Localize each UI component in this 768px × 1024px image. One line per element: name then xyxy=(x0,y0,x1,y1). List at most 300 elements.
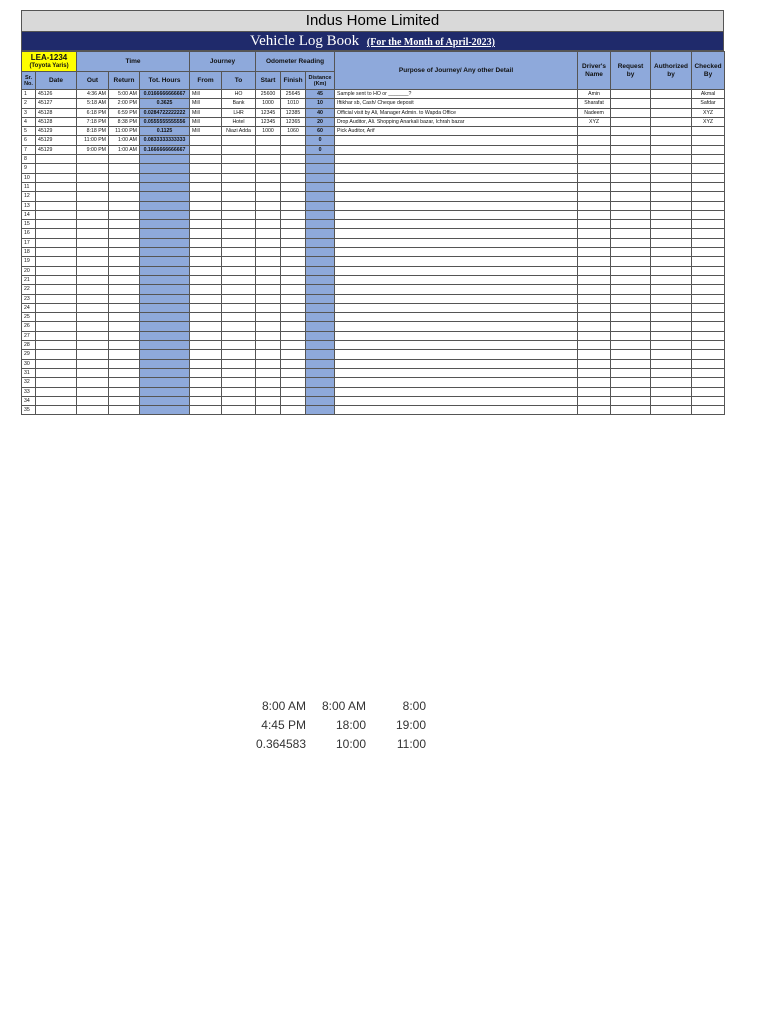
row-to xyxy=(222,145,256,154)
row-start xyxy=(256,145,281,154)
row-start xyxy=(256,396,281,405)
table-row xyxy=(22,99,725,108)
row-finish xyxy=(281,359,306,368)
table-row xyxy=(22,406,725,415)
row-start xyxy=(256,220,281,229)
row-from xyxy=(190,164,222,173)
row-driver xyxy=(578,387,611,396)
row-to xyxy=(222,378,256,387)
row-out xyxy=(77,303,109,312)
row-authorized xyxy=(651,182,692,191)
row-from xyxy=(190,238,222,247)
calc-row xyxy=(250,697,430,716)
row-distance xyxy=(306,294,335,303)
row-return: 8:38 PM xyxy=(109,117,140,126)
row-finish: 12385 xyxy=(281,108,306,117)
row-date xyxy=(36,238,77,247)
row-driver xyxy=(578,220,611,229)
row-authorized xyxy=(651,201,692,210)
row-distance: 0 xyxy=(306,136,335,145)
row-date xyxy=(36,164,77,173)
row-checked xyxy=(692,173,725,182)
row-tot-hours xyxy=(140,238,190,247)
row-from xyxy=(190,145,222,154)
row-to xyxy=(222,220,256,229)
row-date xyxy=(36,285,77,294)
row-checked xyxy=(692,313,725,322)
row-to xyxy=(222,285,256,294)
row-from xyxy=(190,378,222,387)
row-sr: 32 xyxy=(22,378,36,387)
row-from xyxy=(190,368,222,377)
header-sr: Sr. No. xyxy=(22,72,36,90)
row-tot-hours: 0.0284722222222 xyxy=(140,108,190,117)
row-distance xyxy=(306,313,335,322)
row-return xyxy=(109,192,140,201)
row-tot-hours xyxy=(140,396,190,405)
row-date xyxy=(36,406,77,415)
row-tot-hours: 0.1666666666667 xyxy=(140,145,190,154)
row-driver xyxy=(578,275,611,284)
row-purpose xyxy=(335,136,578,145)
row-out xyxy=(77,396,109,405)
row-start xyxy=(256,322,281,331)
row-date xyxy=(36,229,77,238)
row-distance xyxy=(306,406,335,415)
row-driver xyxy=(578,201,611,210)
row-authorized xyxy=(651,173,692,182)
row-from xyxy=(190,229,222,238)
calc-block xyxy=(250,697,430,754)
row-start xyxy=(256,275,281,284)
row-request xyxy=(611,220,651,229)
row-to: Hotel xyxy=(222,117,256,126)
row-driver xyxy=(578,127,611,136)
row-from xyxy=(190,248,222,257)
row-start xyxy=(256,378,281,387)
row-authorized xyxy=(651,192,692,201)
header-odometer: Odometer Reading xyxy=(256,52,335,72)
row-driver xyxy=(578,359,611,368)
row-request xyxy=(611,248,651,257)
row-sr: 29 xyxy=(22,350,36,359)
row-purpose: Drop Auditor, Ali. Shopping Anarkali bazar, Ichrah bazar xyxy=(335,117,578,126)
table-row xyxy=(22,341,725,350)
row-request xyxy=(611,182,651,191)
row-to xyxy=(222,387,256,396)
row-request xyxy=(611,145,651,154)
company-title: Indus Home Limited xyxy=(21,10,724,32)
row-sr: 15 xyxy=(22,220,36,229)
row-driver xyxy=(578,313,611,322)
header-checked: Checked By xyxy=(692,52,725,90)
table-row xyxy=(22,378,725,387)
row-checked xyxy=(692,136,725,145)
row-request xyxy=(611,173,651,182)
row-distance xyxy=(306,341,335,350)
row-from xyxy=(190,220,222,229)
row-finish xyxy=(281,275,306,284)
row-tot-hours xyxy=(140,182,190,191)
row-from xyxy=(190,266,222,275)
row-to xyxy=(222,266,256,275)
header-time: Time xyxy=(77,52,190,72)
row-sr: 5 xyxy=(22,127,36,136)
row-request xyxy=(611,331,651,340)
row-distance xyxy=(306,220,335,229)
row-checked xyxy=(692,127,725,136)
row-to xyxy=(222,368,256,377)
row-start: 12345 xyxy=(256,117,281,126)
table-row xyxy=(22,136,725,145)
row-purpose xyxy=(335,220,578,229)
row-driver: Amin xyxy=(578,90,611,99)
row-request xyxy=(611,275,651,284)
row-to xyxy=(222,275,256,284)
row-out xyxy=(77,192,109,201)
row-date xyxy=(36,173,77,182)
row-sr: 19 xyxy=(22,257,36,266)
row-driver xyxy=(578,322,611,331)
row-purpose xyxy=(335,322,578,331)
row-checked xyxy=(692,359,725,368)
row-start xyxy=(256,164,281,173)
row-return xyxy=(109,285,140,294)
row-finish xyxy=(281,173,306,182)
row-to xyxy=(222,341,256,350)
row-sr: 28 xyxy=(22,341,36,350)
row-date xyxy=(36,248,77,257)
row-out xyxy=(77,406,109,415)
row-authorized xyxy=(651,341,692,350)
row-purpose xyxy=(335,266,578,275)
row-sr: 6 xyxy=(22,136,36,145)
row-driver xyxy=(578,303,611,312)
row-start xyxy=(256,192,281,201)
row-checked xyxy=(692,210,725,219)
row-checked xyxy=(692,396,725,405)
row-authorized xyxy=(651,368,692,377)
row-out xyxy=(77,248,109,257)
row-distance xyxy=(306,350,335,359)
row-start xyxy=(256,331,281,340)
row-checked xyxy=(692,182,725,191)
row-sr: 24 xyxy=(22,303,36,312)
row-checked xyxy=(692,257,725,266)
row-out xyxy=(77,341,109,350)
row-return xyxy=(109,173,140,182)
row-request xyxy=(611,201,651,210)
table-row xyxy=(22,182,725,191)
row-sr: 8 xyxy=(22,155,36,164)
row-out xyxy=(77,229,109,238)
row-tot-hours xyxy=(140,368,190,377)
row-checked: Akmal xyxy=(692,90,725,99)
row-from xyxy=(190,350,222,359)
row-to xyxy=(222,229,256,238)
row-tot-hours xyxy=(140,164,190,173)
row-start xyxy=(256,350,281,359)
row-distance xyxy=(306,359,335,368)
row-tot-hours xyxy=(140,359,190,368)
row-tot-hours: 0.0166666666667 xyxy=(140,90,190,99)
row-purpose xyxy=(335,164,578,173)
row-request xyxy=(611,127,651,136)
row-return: 6:59 PM xyxy=(109,108,140,117)
row-tot-hours: 0.0555555555556 xyxy=(140,117,190,126)
row-from xyxy=(190,275,222,284)
row-driver xyxy=(578,285,611,294)
table-row xyxy=(22,155,725,164)
row-distance xyxy=(306,387,335,396)
row-finish: 1010 xyxy=(281,99,306,108)
row-start xyxy=(256,294,281,303)
row-driver xyxy=(578,294,611,303)
row-purpose xyxy=(335,155,578,164)
row-return: 5:00 AM xyxy=(109,90,140,99)
row-out: 7:18 PM xyxy=(77,117,109,126)
row-start xyxy=(256,285,281,294)
header-start: Start xyxy=(256,72,281,90)
row-request xyxy=(611,210,651,219)
row-finish xyxy=(281,257,306,266)
row-return xyxy=(109,313,140,322)
row-from xyxy=(190,406,222,415)
row-out xyxy=(77,359,109,368)
row-out xyxy=(77,368,109,377)
table-row xyxy=(22,238,725,247)
row-request xyxy=(611,238,651,247)
row-date xyxy=(36,331,77,340)
row-request xyxy=(611,378,651,387)
row-sr: 26 xyxy=(22,322,36,331)
row-tot-hours: 0.0833333333333 xyxy=(140,136,190,145)
table-row xyxy=(22,275,725,284)
row-from xyxy=(190,257,222,266)
row-authorized xyxy=(651,266,692,275)
row-purpose xyxy=(335,368,578,377)
row-authorized xyxy=(651,155,692,164)
row-to xyxy=(222,136,256,145)
row-date xyxy=(36,275,77,284)
row-return xyxy=(109,341,140,350)
row-to xyxy=(222,210,256,219)
row-authorized xyxy=(651,257,692,266)
header-driver: Driver's Name xyxy=(578,52,611,90)
row-request xyxy=(611,387,651,396)
table-row xyxy=(22,322,725,331)
header-request: Request by xyxy=(611,52,651,90)
row-sr: 33 xyxy=(22,387,36,396)
table-row xyxy=(22,248,725,257)
row-driver xyxy=(578,257,611,266)
row-driver xyxy=(578,173,611,182)
row-date xyxy=(36,257,77,266)
row-purpose xyxy=(335,192,578,201)
row-tot-hours xyxy=(140,173,190,182)
row-finish xyxy=(281,294,306,303)
calc-cell: 18:00 xyxy=(335,718,366,732)
row-start xyxy=(256,210,281,219)
row-to: Bank xyxy=(222,99,256,108)
row-return xyxy=(109,294,140,303)
row-out: 11:00 PM xyxy=(77,136,109,145)
row-purpose xyxy=(335,275,578,284)
header-from: From xyxy=(190,72,222,90)
header-journey: Journey xyxy=(190,52,256,72)
row-distance xyxy=(306,173,335,182)
row-tot-hours xyxy=(140,155,190,164)
row-checked xyxy=(692,406,725,415)
row-checked: XYZ xyxy=(692,108,725,117)
table-row xyxy=(22,127,725,136)
row-purpose xyxy=(335,145,578,154)
row-distance xyxy=(306,164,335,173)
header-return: Return xyxy=(109,72,140,90)
row-checked xyxy=(692,248,725,257)
row-out xyxy=(77,210,109,219)
table-row xyxy=(22,257,725,266)
row-finish xyxy=(281,145,306,154)
row-date xyxy=(36,313,77,322)
row-start xyxy=(256,368,281,377)
row-authorized xyxy=(651,136,692,145)
row-driver xyxy=(578,341,611,350)
row-purpose xyxy=(335,210,578,219)
row-return xyxy=(109,248,140,257)
row-request xyxy=(611,136,651,145)
row-authorized xyxy=(651,108,692,117)
header-tot-hours: Tot. Hours xyxy=(140,72,190,90)
row-driver xyxy=(578,192,611,201)
table-row xyxy=(22,90,725,99)
row-out xyxy=(77,155,109,164)
row-purpose xyxy=(335,387,578,396)
row-finish xyxy=(281,350,306,359)
row-finish xyxy=(281,341,306,350)
table-row xyxy=(22,313,725,322)
row-from xyxy=(190,210,222,219)
row-start: 12345 xyxy=(256,108,281,117)
row-purpose: Sample sent to HO or _______? xyxy=(335,90,578,99)
row-purpose xyxy=(335,313,578,322)
row-driver: XYZ xyxy=(578,117,611,126)
row-to xyxy=(222,313,256,322)
row-tot-hours xyxy=(140,313,190,322)
row-finish: 1060 xyxy=(281,127,306,136)
row-sr: 22 xyxy=(22,285,36,294)
row-checked xyxy=(692,350,725,359)
row-return xyxy=(109,164,140,173)
row-date xyxy=(36,378,77,387)
table-row xyxy=(22,303,725,312)
row-from: Mill xyxy=(190,117,222,126)
row-driver xyxy=(578,164,611,173)
row-finish xyxy=(281,322,306,331)
row-start xyxy=(256,201,281,210)
row-tot-hours xyxy=(140,266,190,275)
row-from xyxy=(190,285,222,294)
row-checked xyxy=(692,322,725,331)
row-return xyxy=(109,275,140,284)
row-out xyxy=(77,220,109,229)
row-date: 45128 xyxy=(36,117,77,126)
row-tot-hours: 0.3625 xyxy=(140,99,190,108)
row-date xyxy=(36,220,77,229)
row-to xyxy=(222,238,256,247)
row-sr: 4 xyxy=(22,117,36,126)
row-checked xyxy=(692,145,725,154)
row-finish xyxy=(281,220,306,229)
row-driver xyxy=(578,248,611,257)
row-sr: 31 xyxy=(22,368,36,377)
row-sr: 16 xyxy=(22,229,36,238)
row-purpose xyxy=(335,378,578,387)
row-out xyxy=(77,266,109,275)
row-start xyxy=(256,238,281,247)
row-to: Niazi Adda xyxy=(222,127,256,136)
table-row xyxy=(22,396,725,405)
row-start xyxy=(256,341,281,350)
row-distance: 45 xyxy=(306,90,335,99)
row-tot-hours xyxy=(140,331,190,340)
logbook-title: Vehicle Log Book xyxy=(249,33,360,49)
row-from xyxy=(190,155,222,164)
row-return: 11:00 PM xyxy=(109,127,140,136)
logbook-subtitle: (For the Month of April-2023) xyxy=(366,37,496,48)
calc-cell: 11:00 xyxy=(396,737,426,751)
row-sr: 25 xyxy=(22,313,36,322)
row-finish xyxy=(281,368,306,377)
row-authorized xyxy=(651,238,692,247)
row-from xyxy=(190,182,222,191)
row-finish: 25645 xyxy=(281,90,306,99)
row-finish xyxy=(281,248,306,257)
row-authorized xyxy=(651,359,692,368)
row-date xyxy=(36,266,77,275)
row-sr: 23 xyxy=(22,294,36,303)
row-start xyxy=(256,303,281,312)
calc-row xyxy=(250,716,430,735)
table-row xyxy=(22,285,725,294)
row-request xyxy=(611,192,651,201)
row-sr: 11 xyxy=(22,182,36,191)
row-out xyxy=(77,182,109,191)
row-checked: XYZ xyxy=(692,117,725,126)
header-distance: Distance (Km) xyxy=(306,72,335,90)
row-tot-hours xyxy=(140,294,190,303)
table-row xyxy=(22,294,725,303)
row-sr: 27 xyxy=(22,331,36,340)
row-to xyxy=(222,164,256,173)
row-request xyxy=(611,294,651,303)
row-from xyxy=(190,173,222,182)
row-distance xyxy=(306,155,335,164)
row-driver: Nadeem xyxy=(578,108,611,117)
row-distance xyxy=(306,238,335,247)
vehicle-log-table xyxy=(21,51,725,415)
row-driver xyxy=(578,266,611,275)
table-row xyxy=(22,108,725,117)
row-start: 1000 xyxy=(256,127,281,136)
row-out xyxy=(77,331,109,340)
row-to xyxy=(222,350,256,359)
row-driver xyxy=(578,136,611,145)
row-from xyxy=(190,396,222,405)
row-start: 25600 xyxy=(256,90,281,99)
row-distance xyxy=(306,368,335,377)
row-out xyxy=(77,387,109,396)
